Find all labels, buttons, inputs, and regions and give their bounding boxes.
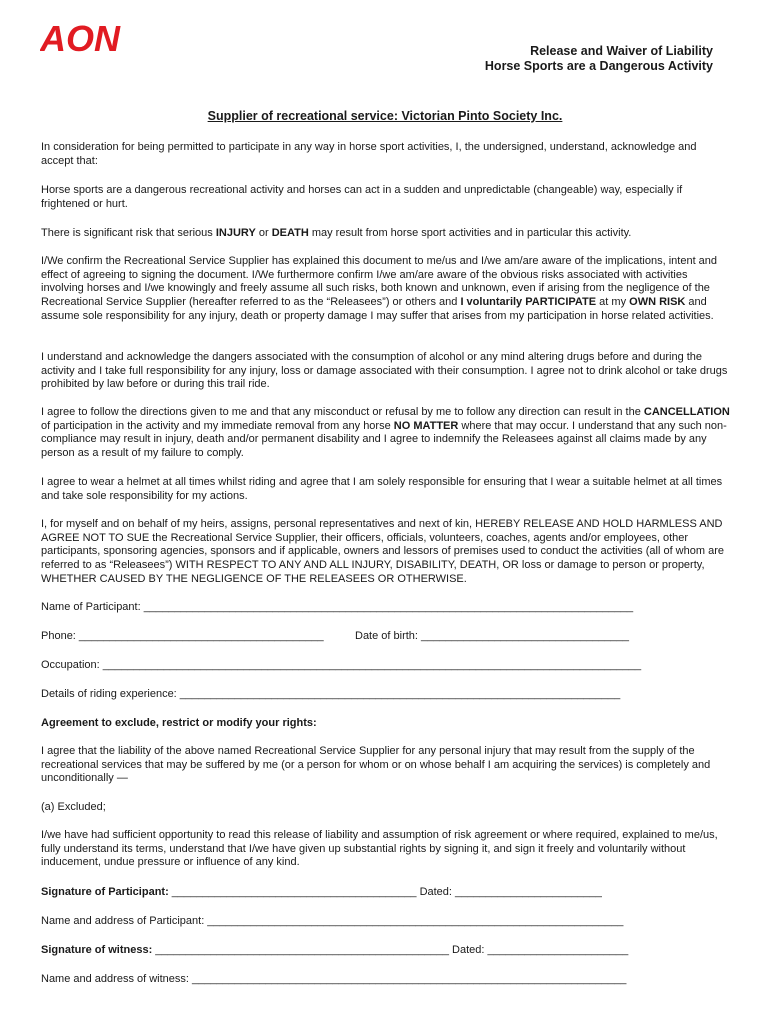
document-title-line1: Release and Waiver of Liability bbox=[530, 44, 713, 58]
danger-paragraph: Horse sports are a dangerous recreational activity and horses can act in a sudden and unpredictable (changeable) way, especially if frightened or hurt. bbox=[41, 184, 683, 210]
acknowledgement-paragraph: I/we have had sufficient opportunity to read this release of liability and assumption of risk agreement or where required, explained to me/us, fully understand its terms, understand that I/we have given up substantial rights by signing it, and sign it freely and voluntarily without inducement, undue pressure or influence of any kind. bbox=[41, 829, 718, 869]
text-run: I/We confirm the Recreational Service Supplier has explained this document to me/us and I/we am/are aware of the implications, intent and effect of agreeing to signing the document. I/We furthermore confirm I/we am/are aware of the obvious risks associated with activities involving horses and I/we knowingly and freely assume all such risks, both known and unknown, even if arising from the negligence of the Recreational Service Supplier (hereafter referred to as the “Releasees”) or others and bbox=[41, 255, 718, 309]
text-run: at my bbox=[596, 296, 630, 309]
emphasis-participate: I voluntarily PARTICIPATE bbox=[460, 296, 597, 309]
supplier-heading: Supplier of recreational service: Victorian Pinto Society Inc. bbox=[207, 109, 563, 123]
confirmation-paragraph bbox=[41, 255, 731, 324]
emphasis-own-risk: OWN RISK bbox=[629, 296, 686, 309]
witness-address-field[interactable]: Name and address of witness: _______________________________________________________________________ bbox=[41, 973, 627, 985]
document-title bbox=[485, 44, 713, 74]
aon-logo-text: AON bbox=[40, 20, 120, 56]
participant-signature-label: Signature of Participant: bbox=[41, 886, 169, 898]
participant-signature-field[interactable] bbox=[41, 885, 602, 899]
participant-name-field[interactable]: Name of Participant: ________________________________________________________________________________ bbox=[41, 601, 634, 613]
text-run: and assume sole responsibility for any injury, death or property damage I may suffer that arises from my participation in horse related activities. bbox=[41, 296, 714, 322]
agreement-heading: Agreement to exclude, restrict or modify your rights: bbox=[41, 717, 317, 729]
directions-paragraph bbox=[41, 406, 731, 461]
date-of-birth-field[interactable]: Date of birth: __________________________________ bbox=[355, 630, 630, 642]
text-run: I agree to follow the directions given to me and that any misconduct or refusal by me to follow any direction can result in the bbox=[41, 406, 644, 418]
text-run: There is significant risk that serious bbox=[41, 227, 216, 239]
alcohol-paragraph: I understand and acknowledge the dangers associated with the consumption of alcohol or any mind altering drugs before and during the activity and I take full responsibility for any injury, loss or damage associated with their consumption. I agree not to drink alcohol or take drugs prohibited by law before or during this trail ride. bbox=[41, 351, 728, 391]
participant-address-field[interactable]: Name and address of Participant: ____________________________________________________________________ bbox=[41, 915, 624, 927]
release-paragraph: I, for myself and on behalf of my heirs, assigns, personal representatives and next of kin, HEREBY RELEASE AND HOLD HARMLESS AND AGREE NOT TO SUE the Recreational Service Supplier, their officers, officials, volunteers, coaches, agents and/or employees, other participants, sponsoring agencies, sponsors and if applicable, owners and lessors of premises used to conduct the activities (all of whom are referred to as “Releasees”) WITH RESPECT TO ANY AND ALL INJURY, DISABILITY, DEATH, OR loss or damage to person or property, WHETHER CAUSED BY THE NEGLIGENCE OF THE RELEASEES OR OTHERWISE. bbox=[41, 518, 724, 585]
witness-signature-field[interactable] bbox=[41, 943, 628, 957]
text-run: may result from horse sport activities and in particular this activity. bbox=[308, 227, 632, 239]
emphasis-cancellation: CANCELLATION bbox=[643, 406, 730, 418]
agreement-paragraph: I agree that the liability of the above named Recreational Service Supplier for any personal injury that may result from the supply of the recreational services that may be suffered by me (or a person for whom or on whose behalf I am acquiring the services) is completely and unconditionally — bbox=[41, 745, 711, 785]
intro-paragraph: In consideration for being permitted to participate in any way in horse sport activities, I, the undersigned, understand, acknowledge and accept that: bbox=[41, 141, 697, 167]
witness-signature-line[interactable]: ________________________________________________ Dated: _______________________ bbox=[152, 944, 629, 956]
emphasis-death: DEATH bbox=[271, 227, 309, 239]
emphasis-injury: INJURY bbox=[215, 227, 256, 239]
document-title-line2: Horse Sports are a Dangerous Activity bbox=[484, 59, 713, 73]
phone-field[interactable]: Phone: ________________________________________ bbox=[41, 630, 324, 642]
aon-logo bbox=[40, 20, 128, 56]
witness-signature-label: Signature of witness: bbox=[41, 944, 153, 956]
participant-signature-line[interactable]: ________________________________________ Dated: ________________________ bbox=[168, 886, 602, 898]
risk-paragraph bbox=[41, 227, 731, 241]
text-run: or bbox=[255, 227, 272, 239]
text-run: of participation in the activity and my immediate removal from any horse bbox=[41, 419, 394, 432]
text-run: where that may occur. I understand that any such non-compliance may result in injury, death and/or permanent disability and I agree to indemnify the Releasees against all claims made by any person as a result of my failure to comply. bbox=[41, 419, 727, 460]
emphasis-no-matter: NO MATTER bbox=[393, 419, 459, 432]
excluded-clause: (a) Excluded; bbox=[41, 801, 106, 813]
riding-experience-field[interactable]: Details of riding experience: ________________________________________________________________________ bbox=[41, 688, 621, 700]
helmet-paragraph: I agree to wear a helmet at all times whilst riding and agree that I am solely responsible for ensuring that I wear a suitable helmet at all times and take sole responsibility for my actions. bbox=[41, 476, 723, 502]
occupation-field[interactable]: Occupation: ________________________________________________________________________________________ bbox=[41, 659, 642, 671]
aon-logo-graphic bbox=[40, 20, 128, 56]
